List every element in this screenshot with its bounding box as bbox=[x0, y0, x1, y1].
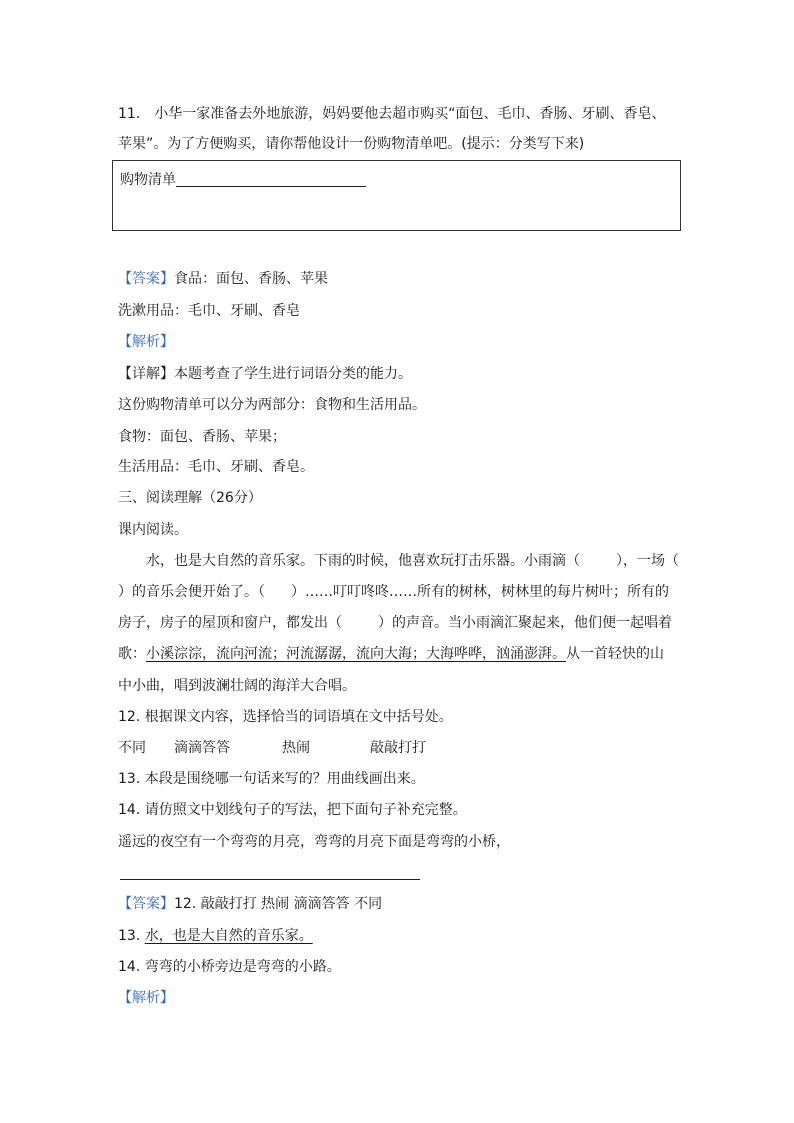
passage-line-1: 水，也是大自然的音乐家。下雨的时候，他喜欢玩打击乐器。小雨滴（ ），一场（ bbox=[146, 553, 679, 569]
question-13: 13. 本段是围绕哪一句话来写的？用曲线画出来。 bbox=[118, 771, 425, 787]
q11-line-1: 11. 小华一家准备去外地旅游，妈妈要他去超市购买“面包、毛巾、香肠、牙刷、香皂、 bbox=[118, 106, 666, 122]
answer-tag: 【答案】 bbox=[118, 896, 174, 912]
answer-1-line-1: 【答案】食品：面包、香肠、苹果 bbox=[118, 271, 328, 287]
shopping-list-blank[interactable] bbox=[176, 171, 366, 187]
word-option: 滴滴答答 bbox=[174, 740, 230, 756]
answer-13-underlined: 水，也是大自然的音乐家。 bbox=[144, 928, 313, 944]
answer-tag: 【答案】 bbox=[118, 271, 174, 287]
question-14-stem: 遥远的夜空有一个弯弯的月亮，弯弯的月亮下面是弯弯的小桥， bbox=[118, 834, 510, 850]
detail-line-2: 这份购物清单可以分为两部分：食物和生活用品。 bbox=[118, 397, 426, 413]
word-option: 不同 bbox=[118, 740, 146, 756]
passage-line-4: 歌：小溪淙淙，流向河流；河流潺潺，流向大海；大海哗哗，汹涌澎湃。从一首轻快的山 bbox=[118, 646, 664, 662]
question-14: 14. 请仿照文中划线句子的写法，把下面句子补充完整。 bbox=[118, 802, 467, 818]
detail-tag: 【详解】 bbox=[118, 366, 174, 382]
detail-line-1: 【详解】本题考查了学生进行词语分类的能力。 bbox=[118, 366, 412, 382]
passage-line-3: 房子，房子的屋顶和窗户，都发出（ ）的声音。当小雨滴汇聚起来，他们便一起唱着 bbox=[118, 615, 672, 631]
section-3-intro: 课内阅读。 bbox=[118, 522, 188, 538]
analysis-tag-2: 【解析】 bbox=[118, 990, 174, 1006]
answer-1-line-2: 洗漱用品：毛巾、牙刷、香皂 bbox=[118, 303, 300, 319]
question-12: 12. 根据课文内容，选择恰当的词语填在文中括号处。 bbox=[118, 709, 453, 725]
section-3-title: 三、阅读理解（26分） bbox=[118, 490, 262, 506]
shopping-list-label: 购物清单 bbox=[120, 172, 176, 188]
passage-line-5: 中小曲，唱到波澜壮阔的海洋大合唱。 bbox=[118, 678, 356, 694]
passage-line-2: ）的音乐会便开始了。（ ）……叮叮咚咚……所有的树林，树林里的每片树叶；所有的 bbox=[118, 584, 669, 600]
answer-blank-line[interactable] bbox=[120, 879, 420, 880]
detail-line-3: 食物：面包、香肠、苹果； bbox=[118, 429, 286, 445]
answer-2-line-3: 14. 弯弯的小桥旁边是弯弯的小路。 bbox=[118, 959, 341, 975]
answer-2-line-2: 13. 水，也是大自然的音乐家。 bbox=[118, 928, 313, 944]
word-option: 敲敲打打 bbox=[370, 740, 426, 756]
q11-line-2: 苹果”。为了方便购买，请你帮他设计一份购物清单吧。(提示：分类写下来) bbox=[118, 136, 585, 152]
analysis-tag: 【解析】 bbox=[118, 334, 174, 350]
answer-2-line-1: 【答案】12. 敲敲打打 热闹 滴滴答答 不同 bbox=[118, 896, 383, 912]
shopping-list-box bbox=[112, 160, 681, 231]
word-option: 热闹 bbox=[282, 740, 310, 756]
underlined-sentence: 小溪淙淙，流向河流；河流潺潺，流向大海；大海哗哗，汹涌澎湃。 bbox=[146, 646, 566, 662]
detail-line-4: 生活用品：毛巾、牙刷、香皂。 bbox=[118, 459, 314, 475]
